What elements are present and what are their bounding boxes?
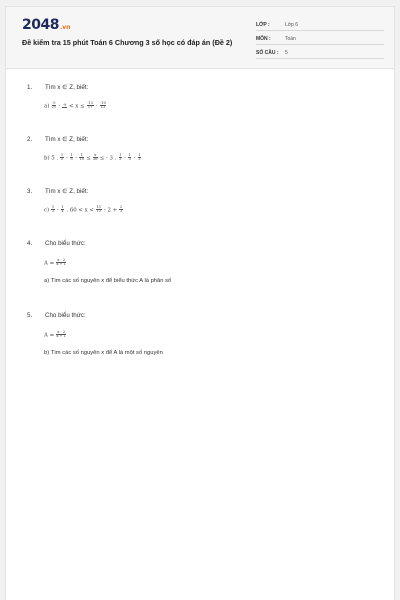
meta-grade-label: LỚP : bbox=[256, 22, 270, 28]
fraction: $\frac{1}{10}$ bbox=[79, 153, 85, 162]
fraction: $\frac{x - 2}{x + 1}$ bbox=[56, 330, 66, 339]
exam-header bbox=[6, 7, 394, 69]
fraction: $\frac{1}{3}$ bbox=[138, 153, 141, 162]
question-math: b) 5 . $\frac{1}{5}$ - $\frac{1}{5}$ - $\frac{1}{10}$ ≤ $\frac{x}{26}$ ≤ - 3 . $\frac{1}{3}$ - $\frac{1}{3}$ - $\frac{1}{3}$ bbox=[44, 153, 141, 162]
question-text: Cho biểu thức: bbox=[45, 312, 86, 319]
meta-count-value: 5 bbox=[285, 50, 288, 56]
meta-grade-value: Lớp 6 bbox=[285, 22, 299, 28]
sub-question: b) Tìm các số nguyên x để A là một số nguyên bbox=[44, 350, 163, 356]
meta-subject-row bbox=[256, 34, 384, 45]
question-number: 2. bbox=[27, 136, 33, 143]
part-label: c) bbox=[44, 207, 50, 214]
fraction: $\frac{1}{3}$ bbox=[119, 153, 122, 162]
fraction: $\frac{1}{3}$ bbox=[128, 153, 131, 162]
meta-subject-value: Toán bbox=[285, 36, 296, 42]
meta-subject-label: MÔN : bbox=[256, 36, 271, 42]
part-label: a) bbox=[44, 103, 50, 110]
sub-question: a) Tìm các số nguyên x để biểu thức A là phân số bbox=[44, 278, 172, 284]
fraction: $\frac{-10}{13}$ bbox=[100, 101, 106, 110]
fraction: $\frac{x - 2}{x + 1}$ bbox=[56, 258, 66, 267]
site-logo[interactable] bbox=[22, 17, 70, 33]
formula: A = $\frac{x - 2}{x + 1}$ bbox=[44, 330, 66, 339]
question-math: a) $\frac{-5}{21}$ · -9 < x ≤ $\frac{-13}{17}$ · $\frac{-10}{13}$ bbox=[44, 101, 106, 110]
question-number: 5. bbox=[27, 312, 33, 319]
exam-title: Đề kiểm tra 15 phút Toán 6 Chương 3 số học có đáp án (Đề 2) bbox=[22, 38, 233, 47]
fraction: $\frac{-13}{17}$ bbox=[87, 101, 94, 110]
question-number: 3. bbox=[27, 188, 33, 195]
question-text: Tìm x ∈ Z, biết: bbox=[45, 84, 89, 91]
exam-sheet bbox=[5, 6, 395, 600]
meta-count-label: SỐ CÂU : bbox=[256, 50, 279, 56]
fraction: -9 bbox=[62, 102, 67, 107]
fraction: $\frac{1}{2}$ bbox=[51, 205, 55, 214]
question-text: Tìm x ∈ Z, biết: bbox=[45, 188, 89, 195]
meta-grade-row bbox=[256, 20, 384, 31]
fraction: $\frac{11}{13}$ bbox=[96, 205, 102, 214]
logo-text: 2048 bbox=[22, 17, 59, 33]
logo-suffix: .vn bbox=[59, 24, 71, 31]
formula: A = $\frac{x - 2}{x + 1}$ bbox=[44, 258, 66, 267]
fraction: $\frac{1}{5}$ bbox=[60, 153, 64, 162]
meta-count-row bbox=[256, 48, 384, 59]
question-text: Tìm x ∈ Z, biết: bbox=[45, 136, 89, 143]
question-number: 4. bbox=[27, 240, 33, 247]
fraction: $\frac{1}{4}$ bbox=[61, 205, 64, 214]
fraction: $\frac{-5}{21}$ bbox=[51, 101, 57, 110]
fraction: $\frac{x}{26}$ bbox=[92, 153, 98, 162]
question-math: c) $\frac{1}{2}$ - $\frac{1}{4}$ . 60 < x < $\frac{11}{13}$ - 2 + $\frac{2}{3}$ bbox=[44, 205, 123, 214]
fraction: $\frac{2}{3}$ bbox=[119, 205, 123, 214]
question-text: Cho biểu thức: bbox=[45, 240, 86, 247]
part-label: b) bbox=[44, 155, 50, 162]
question-number: 1. bbox=[27, 84, 33, 91]
fraction: $\frac{1}{5}$ bbox=[70, 153, 73, 162]
